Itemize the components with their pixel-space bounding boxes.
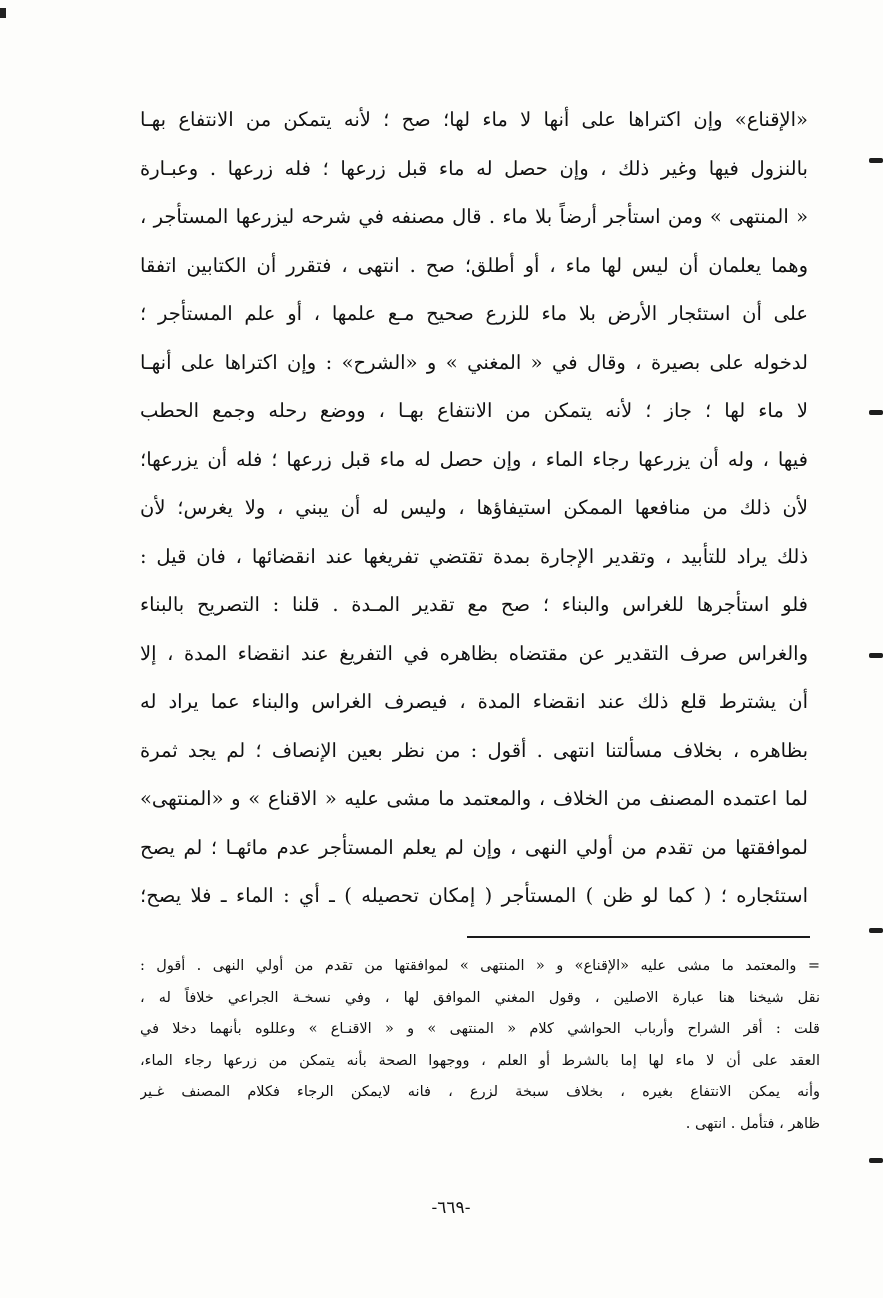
footnote-line: وأنه يمكن الانتفاع بغيره ، بخلاف سبخة لزرع ، فانه لايمكن الرجاء فكلام المصنف غـير bbox=[140, 1084, 820, 1100]
footnote-line: ظاهر ، فتأمل . انتهى . bbox=[685, 1115, 820, 1132]
main-text-line: بظاهره ، بخلاف مسألتنا انتهى . أقول : من نظر بعين الإنصاف ؛ لم يجد ثمرة bbox=[140, 738, 808, 762]
scan-edge-mark bbox=[869, 410, 883, 415]
page-number: -٦٦٩- bbox=[431, 1198, 471, 1218]
footnote-line: = والمعتمد ما مشى عليه «الإقناع» و « المنتهى » لموافقتها من تقدم من أولي النهى . أقول : bbox=[140, 958, 820, 974]
main-text-line: والغراس صرف التقدير عن مقتضاه بظاهره في التفريغ عند انقضاء المدة ، إلا bbox=[140, 641, 808, 665]
main-text-line: وهما يعلمان أن ليس لها ماء ، أو أطلق؛ صح . انتهى ، فتقرر أن الكتابين اتفقا bbox=[140, 253, 808, 277]
scan-edge-mark bbox=[0, 8, 6, 18]
footnote-divider bbox=[467, 936, 810, 938]
main-text-line: استئجاره ؛ ( كما لو ظن ) المستأجر ( إمكان تحصيله ) ـ أي : الماء ـ فلا يصح؛ bbox=[140, 884, 808, 907]
main-text-line: «الإقناع» وإن اكتراها على أنها لا ماء لها؛ صح ؛ لأنه يتمكن من الانتفاع بهـا bbox=[140, 108, 808, 131]
main-text-line: لموافقتها من تقدم من أولي النهى ، وإن لم يعلم المستأجر عدم مائهـا ؛ لم يصح bbox=[140, 835, 808, 859]
footnote-line: نقل شيخنا هنا عبارة الاصلين ، وقول المغني الموافق لها ، وفي نسخـة الجراعي خلافاً له ، bbox=[140, 989, 820, 1006]
footnote-line: العقد على أن لا ماء لها إما بالشرط أو العلم ، ووجهوا الصحة بأنه يتمكن من زرعها رجاء الماء، bbox=[140, 1052, 820, 1069]
footnote-block bbox=[140, 951, 820, 1140]
main-text-line: فلو استأجرها للغراس والبناء ؛ صح مع تقدير المـدة . قلنا : التصريح بالبناء bbox=[140, 593, 808, 616]
main-text-line: لما اعتمده المصنف من الخلاف ، والمعتمد ما مشى عليه « الاقناع » و «المنتهى» bbox=[140, 787, 808, 810]
main-text-line: لدخوله على بصيرة ، وقال في « المغني » و «الشرح» : وإن اكتراها على أنهـا bbox=[140, 350, 808, 374]
main-text-line: لأن ذلك من منافعها الممكن استيفاؤها ، وليس له أن يبني ، ولا يغرس؛ لأن bbox=[140, 496, 808, 519]
main-text-line: ذلك يراد للتأبيد ، وتقدير الإجارة بمدة تقتضي تفريغها عند انقضائها ، فان قيل : bbox=[140, 544, 808, 568]
scan-edge-mark bbox=[869, 158, 883, 163]
main-text-block bbox=[140, 96, 808, 921]
main-text-line: لا ماء لها ؛ جاز ؛ لأنه يتمكن من الانتفاع بهـا ، ووضع رحله وجمع الحطب bbox=[140, 399, 808, 422]
main-text-line: على أن استئجار الأرض بلا ماء للزرع صحيح مـع علمها ، أو علم المستأجر ؛ bbox=[140, 302, 808, 325]
main-text-line: بالنزول فيها وغير ذلك ، وإن حصل له ماء قبل زرعها ؛ فله زرعها . وعبـارة bbox=[140, 156, 808, 180]
scan-edge-mark bbox=[869, 1158, 883, 1163]
scan-edge-mark bbox=[869, 653, 883, 658]
main-text-line: أن يشترط قلع ذلك عند انقضاء المدة ، فيصرف الغراس والبناء عما يراد له bbox=[140, 690, 808, 713]
scan-edge-mark bbox=[869, 928, 883, 933]
main-text-line: « المنتهى » ومن استأجر أرضاً بلا ماء . قال مصنفه في شرحه ليزرعها المستأجر ، bbox=[140, 205, 808, 228]
main-text-line: فيها ، وله أن يزرعها رجاء الماء ، وإن حصل له ماء قبل زرعها ؛ فله أن يزرعها؛ bbox=[140, 447, 808, 471]
footnote-line: قلت : أقر الشراح وأرباب الحواشي كلام « المنتهى » و « الاقنـاع » وعللوه بأنهما دخلا في bbox=[140, 1021, 820, 1037]
